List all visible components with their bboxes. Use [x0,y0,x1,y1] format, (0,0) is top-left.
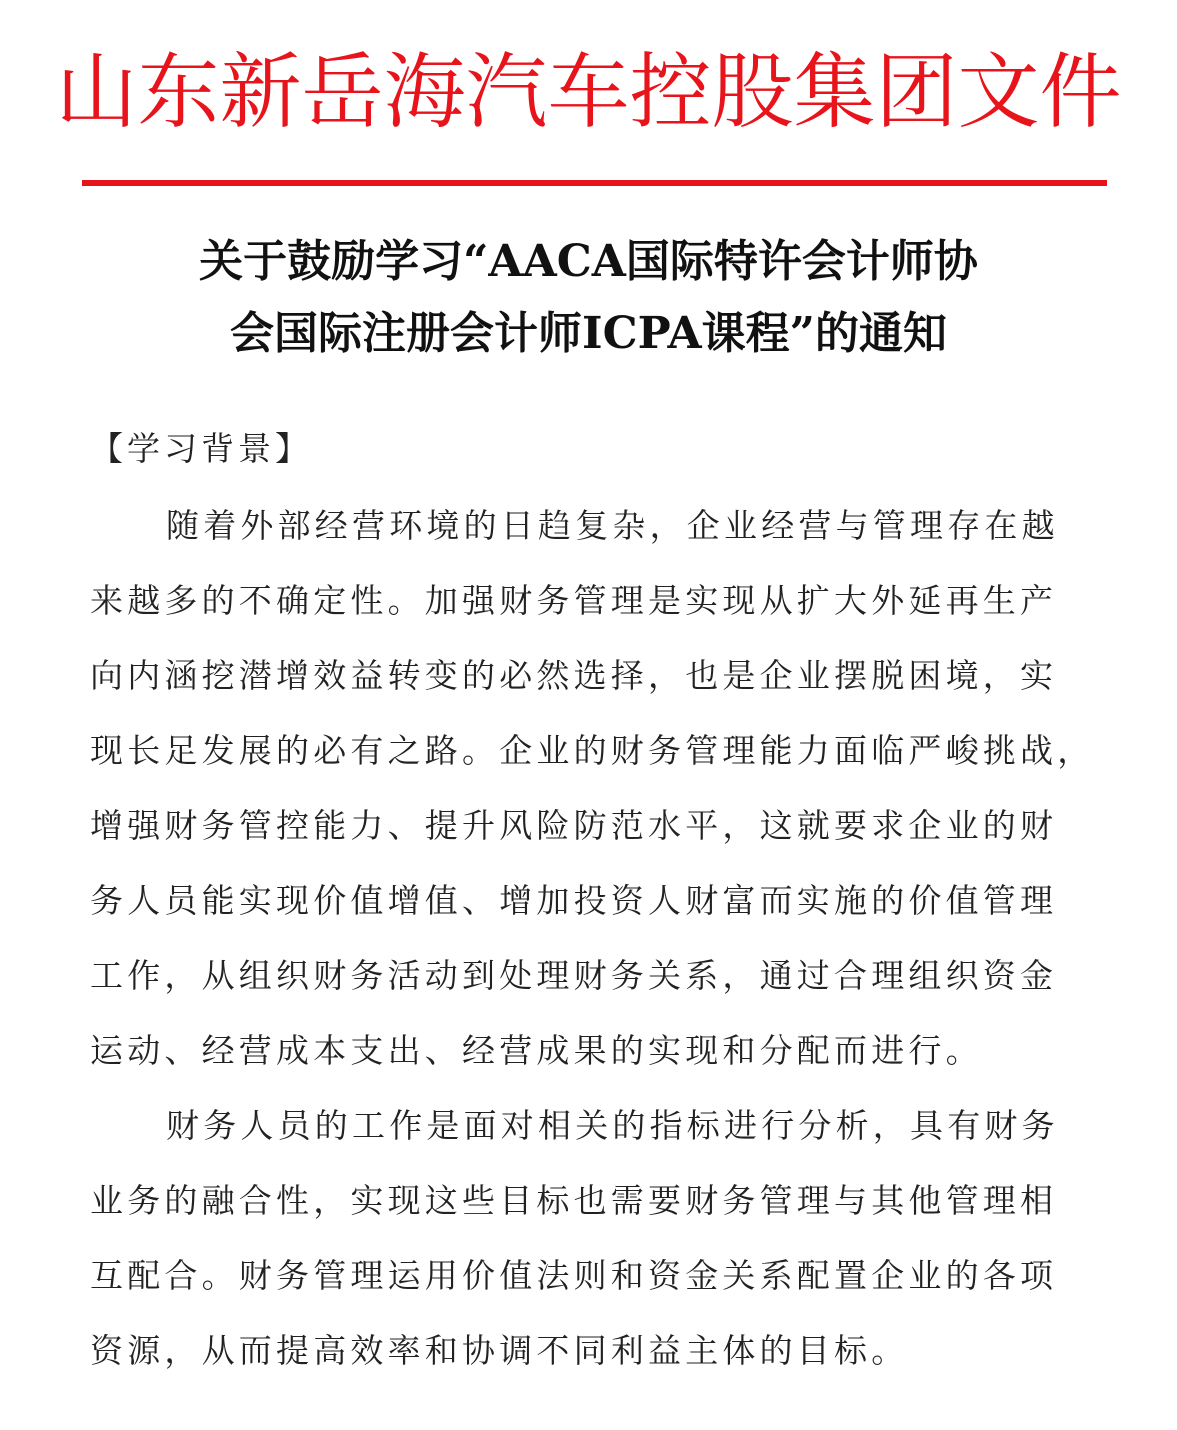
notice-title [60,226,1117,370]
paragraph-line: 来越多的不确定性。加强财务管理是实现从扩大外延再生产 [90,581,1058,620]
paragraph-line: 务人员能实现价值增值、增加投资人财富而实施的价值管理 [90,881,1058,920]
paragraph-line: 运动、经营成本支出、经营成果的实现和分配而进行。 [90,1031,983,1070]
red-divider-rule [82,180,1107,186]
notice-title-line-2: 会国际注册会计师ICPA课程”的通知 [230,308,947,359]
paragraph-line: 互配合。财务管理运用价值法则和资金关系配置企业的各项 [90,1256,1058,1295]
paragraph-2 [90,1088,1090,1388]
paragraph-line: 工作，从组织财务活动到处理财务关系，通过合理组织资金 [90,956,1058,995]
org-header-title: 山东新岳海汽车控股集团文件 [55,45,1122,140]
paragraph-line: 随着外部经营环境的日趋复杂，企业经营与管理存在越 [166,506,1059,545]
paragraph-line: 增强财务管控能力、提升风险防范水平，这就要求企业的财 [90,806,1058,845]
paragraph-line: 现长足发展的必有之路。企业的财务管理能力面临严峻挑战， [90,731,1095,770]
paragraph-line: 向内涵挖潜增效益转变的必然选择，也是企业摆脱困境，实 [90,656,1058,695]
paragraph-line: 业务的融合性，实现这些目标也需要财务管理与其他管理相 [90,1181,1058,1220]
paragraph-1 [90,488,1095,1088]
paragraph-line: 财务人员的工作是面对相关的指标进行分析，具有财务 [166,1106,1059,1145]
paragraph-line: 资源，从而提高效率和协调不同利益主体的目标。 [90,1331,909,1370]
notice-title-line-1: 关于鼓励学习“AACA国际特许会计师协 [199,236,978,287]
section-heading: 【学习背景】 [90,429,312,468]
